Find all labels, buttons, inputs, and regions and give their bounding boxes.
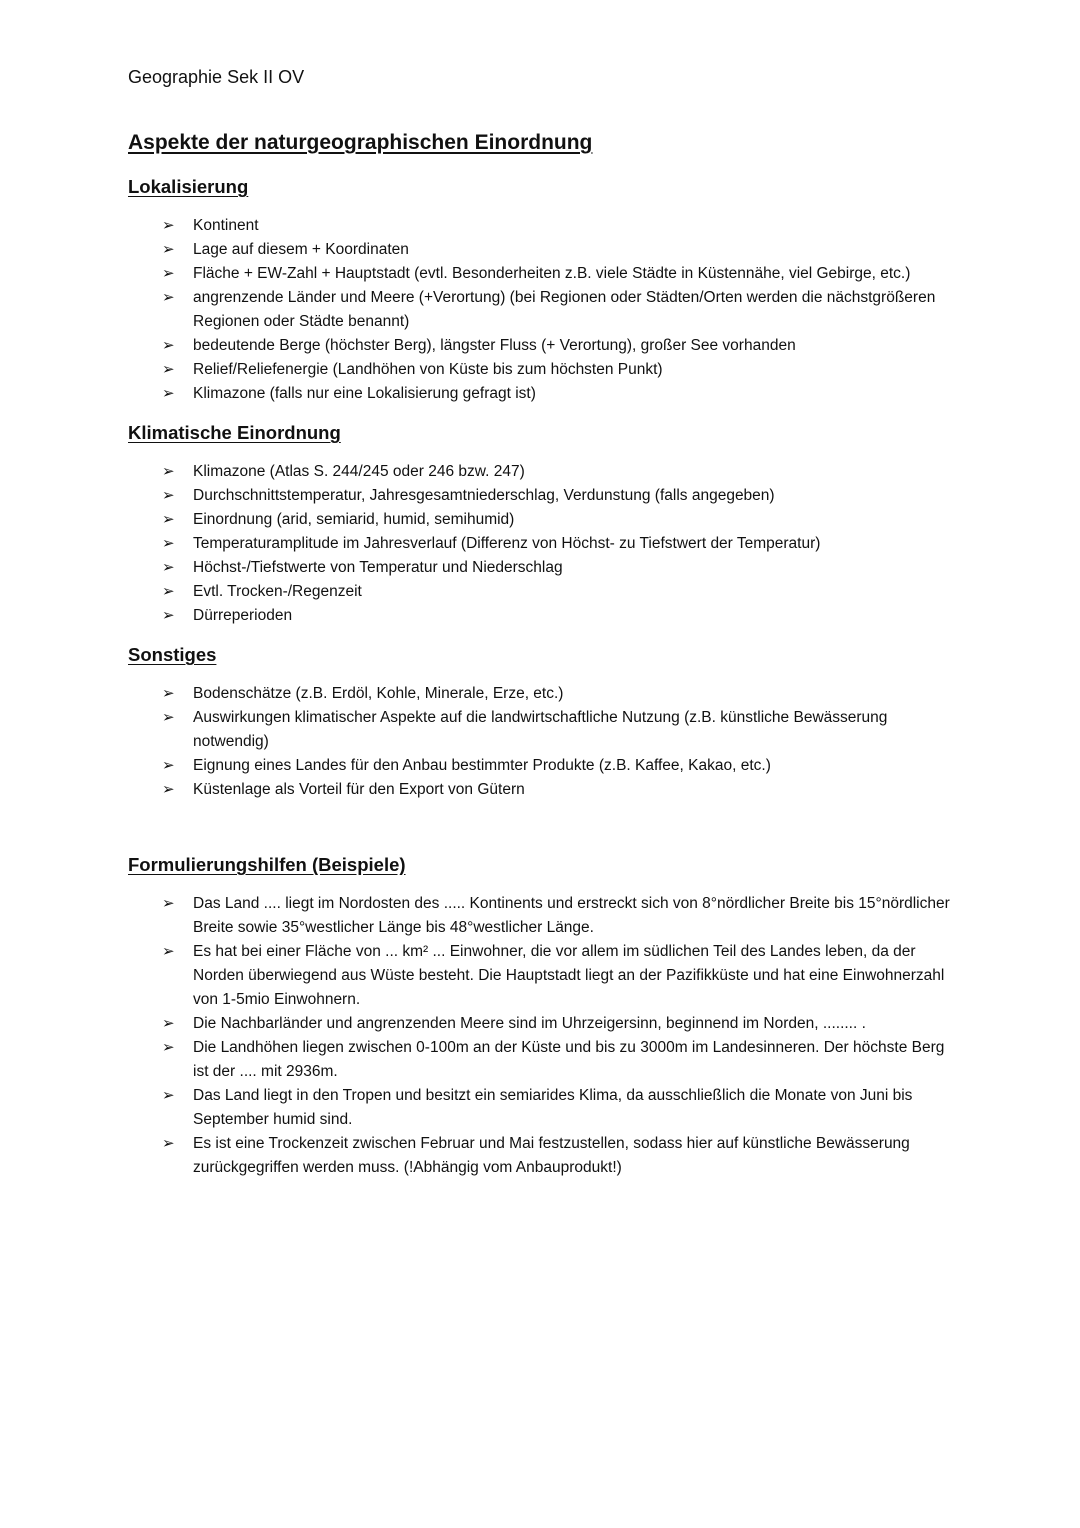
section-heading-formulierungshilfen: Formulierungshilfen (Beispiele) <box>128 854 406 875</box>
section-heading-lokalisierung: Lokalisierung <box>128 176 249 197</box>
list-item: ➢ angrenzende Länder und Meere (+Verortung) (bei Regionen oder Städten/Orten werden die nächstgrößeren Regionen oder Städte benannt) <box>128 286 958 334</box>
list-item: ➢ Lage auf diesem + Koordinaten <box>128 238 958 262</box>
list-item: ➢ Klimazone (Atlas S. 244/245 oder 246 bzw. 247) <box>128 460 958 484</box>
list-sonstiges <box>128 682 958 802</box>
list-item: ➢ Temperaturamplitude im Jahresverlauf (Differenz von Höchst- zu Tiefstwert der Temperatur) <box>128 532 958 556</box>
list-item: ➢ Die Nachbarländer und angrenzenden Meere sind im Uhrzeigersinn, beginnend im Norden, ........ . <box>128 1012 958 1036</box>
page-header: Geographie Sek II OV <box>128 67 305 87</box>
list-klimatische-einordnung <box>128 460 958 628</box>
arrow-bullet-icon: ➢ <box>162 511 175 528</box>
list-item: ➢ Fläche + EW-Zahl + Hauptstadt (evtl. Besonderheiten z.B. viele Städte in Küstennähe, viel Gebirge, etc.) <box>128 262 958 286</box>
arrow-bullet-icon: ➢ <box>162 289 175 306</box>
list-item: ➢ Eignung eines Landes für den Anbau bestimmter Produkte (z.B. Kaffee, Kakao, etc.) <box>128 754 958 778</box>
list-item: ➢ bedeutende Berge (höchster Berg), längster Fluss (+ Verortung), großer See vorhanden <box>128 334 958 358</box>
arrow-bullet-icon: ➢ <box>162 781 175 798</box>
arrow-bullet-icon: ➢ <box>162 1135 175 1152</box>
list-item: ➢ Einordnung (arid, semiarid, humid, semihumid) <box>128 508 958 532</box>
list-item: ➢ Das Land .... liegt im Nordosten des ..... Kontinents und erstreckt sich von 8°nördlicher Breite bis 15°nördlicher Breite sowie 35°westlicher Länge bis 48°westlicher Länge. <box>128 892 958 940</box>
arrow-bullet-icon: ➢ <box>162 361 175 378</box>
arrow-bullet-icon: ➢ <box>162 385 175 402</box>
arrow-bullet-icon: ➢ <box>162 217 175 234</box>
list-formulierungshilfen <box>128 892 958 1180</box>
list-item: ➢ Das Land liegt in den Tropen und besitzt ein semiarides Klima, da ausschließlich die Monate von Juni bis September humid sind. <box>128 1084 958 1132</box>
arrow-bullet-icon: ➢ <box>162 1039 175 1056</box>
arrow-bullet-icon: ➢ <box>162 1015 175 1032</box>
section-heading-sonstiges: Sonstiges <box>128 644 217 665</box>
arrow-bullet-icon: ➢ <box>162 265 175 282</box>
list-item: ➢ Evtl. Trocken-/Regenzeit <box>128 580 958 604</box>
list-item: ➢ Die Landhöhen liegen zwischen 0-100m an der Küste und bis zu 3000m im Landesinneren. Der höchste Berg ist der .... mit 2936m. <box>128 1036 958 1084</box>
arrow-bullet-icon: ➢ <box>162 895 175 912</box>
arrow-bullet-icon: ➢ <box>162 583 175 600</box>
list-item: ➢ Bodenschätze (z.B. Erdöl, Kohle, Minerale, Erze, etc.) <box>128 682 958 706</box>
arrow-bullet-icon: ➢ <box>162 685 175 702</box>
list-item: ➢ Höchst-/Tiefstwerte von Temperatur und Niederschlag <box>128 556 958 580</box>
arrow-bullet-icon: ➢ <box>162 757 175 774</box>
list-item: ➢ Durchschnittstemperatur, Jahresgesamtniederschlag, Verdunstung (falls angegeben) <box>128 484 958 508</box>
list-item: ➢ Kontinent <box>128 214 958 238</box>
arrow-bullet-icon: ➢ <box>162 241 175 258</box>
arrow-bullet-icon: ➢ <box>162 1087 175 1104</box>
arrow-bullet-icon: ➢ <box>162 337 175 354</box>
document-title: Aspekte der naturgeographischen Einordnung <box>128 131 593 154</box>
arrow-bullet-icon: ➢ <box>162 607 175 624</box>
list-item: ➢ Auswirkungen klimatischer Aspekte auf die landwirtschaftliche Nutzung (z.B. künstliche Bewässerung notwendig) <box>128 706 958 754</box>
arrow-bullet-icon: ➢ <box>162 943 175 960</box>
arrow-bullet-icon: ➢ <box>162 535 175 552</box>
list-item: ➢ Relief/Reliefenergie (Landhöhen von Küste bis zum höchsten Punkt) <box>128 358 958 382</box>
list-item: ➢ Klimazone (falls nur eine Lokalisierung gefragt ist) <box>128 382 958 406</box>
arrow-bullet-icon: ➢ <box>162 709 175 726</box>
arrow-bullet-icon: ➢ <box>162 559 175 576</box>
list-lokalisierung <box>128 214 958 406</box>
document-page <box>128 64 958 1180</box>
list-item: ➢ Es hat bei einer Fläche von ... km² ... Einwohner, die vor allem im südlichen Teil des Landes leben, da der Norden überwiegend aus Wüste besteht. Die Hauptstadt liegt an der Pazifikküste und hat eine Einwohnerzahl von 1-5mio Einwohnern. <box>128 940 958 1012</box>
list-item: ➢ Es ist eine Trockenzeit zwischen Februar und Mai festzustellen, sodass hier auf künstliche Bewässerung zurückgegriffen werden muss. (!Abhängig vom Anbauprodukt!) <box>128 1132 958 1180</box>
arrow-bullet-icon: ➢ <box>162 487 175 504</box>
list-item: ➢ Dürreperioden <box>128 604 958 628</box>
list-item: ➢ Küstenlage als Vorteil für den Export von Gütern <box>128 778 958 802</box>
arrow-bullet-icon: ➢ <box>162 463 175 480</box>
section-heading-klimatische-einordnung: Klimatische Einordnung <box>128 422 341 443</box>
